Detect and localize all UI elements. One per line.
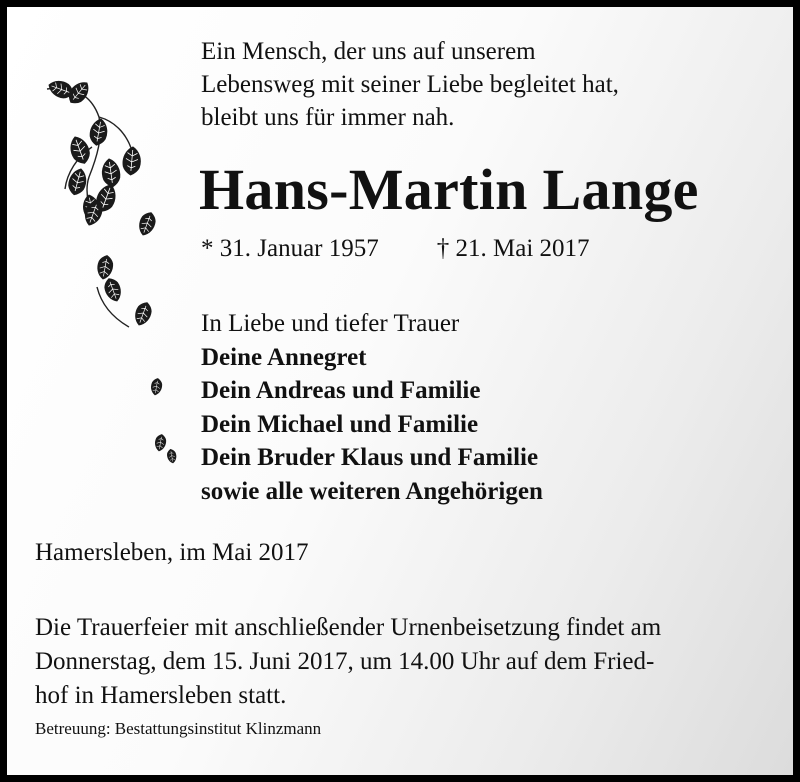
funeral-service-credit: Betreuung: Bestattungsinstitut Klinzmann (35, 719, 322, 738)
ceremony-line: Donnerstag, dem 15. Juni 2017, um 14.00 Uhr auf dem Fried- (35, 648, 655, 675)
mourners-block (201, 307, 543, 508)
place-date: Hamersleben, im Mai 2017 (35, 539, 309, 566)
mourner-name: Dein Andreas und Familie (201, 377, 481, 404)
life-dates (201, 235, 590, 263)
mourner-name: Dein Michael und Familie (201, 410, 479, 438)
ceremony-line: Die Trauerfeier mit anschließender Urnenbeisetzung findet am (35, 614, 662, 641)
death-date: † 21. Mai 2017 (436, 235, 590, 262)
obituary-notice (7, 7, 793, 775)
poem-line: bleibt uns für immer nah. (201, 104, 455, 131)
poem-line: Ein Mensch, der uns auf unserem (201, 38, 536, 65)
mourning-intro: In Liebe und tiefer Trauer (201, 310, 460, 337)
mourner-name: Deine Annegret (201, 343, 367, 371)
birth-date: * 31. Januar 1957 (201, 235, 379, 262)
poem-line: Lebensweg mit seiner Liebe begleitet hat, (201, 71, 619, 98)
mourner-name: sowie alle weiteren Angehörigen (201, 477, 543, 505)
ceremony-info (35, 611, 775, 713)
poem-quote (201, 35, 619, 134)
ceremony-line: hof in Hamersleben statt. (35, 682, 287, 709)
deceased-name: Hans-Martin Lange (199, 157, 699, 222)
birch-leaves-icon (37, 77, 187, 497)
mourner-name: Dein Bruder Klaus und Familie (201, 444, 539, 471)
